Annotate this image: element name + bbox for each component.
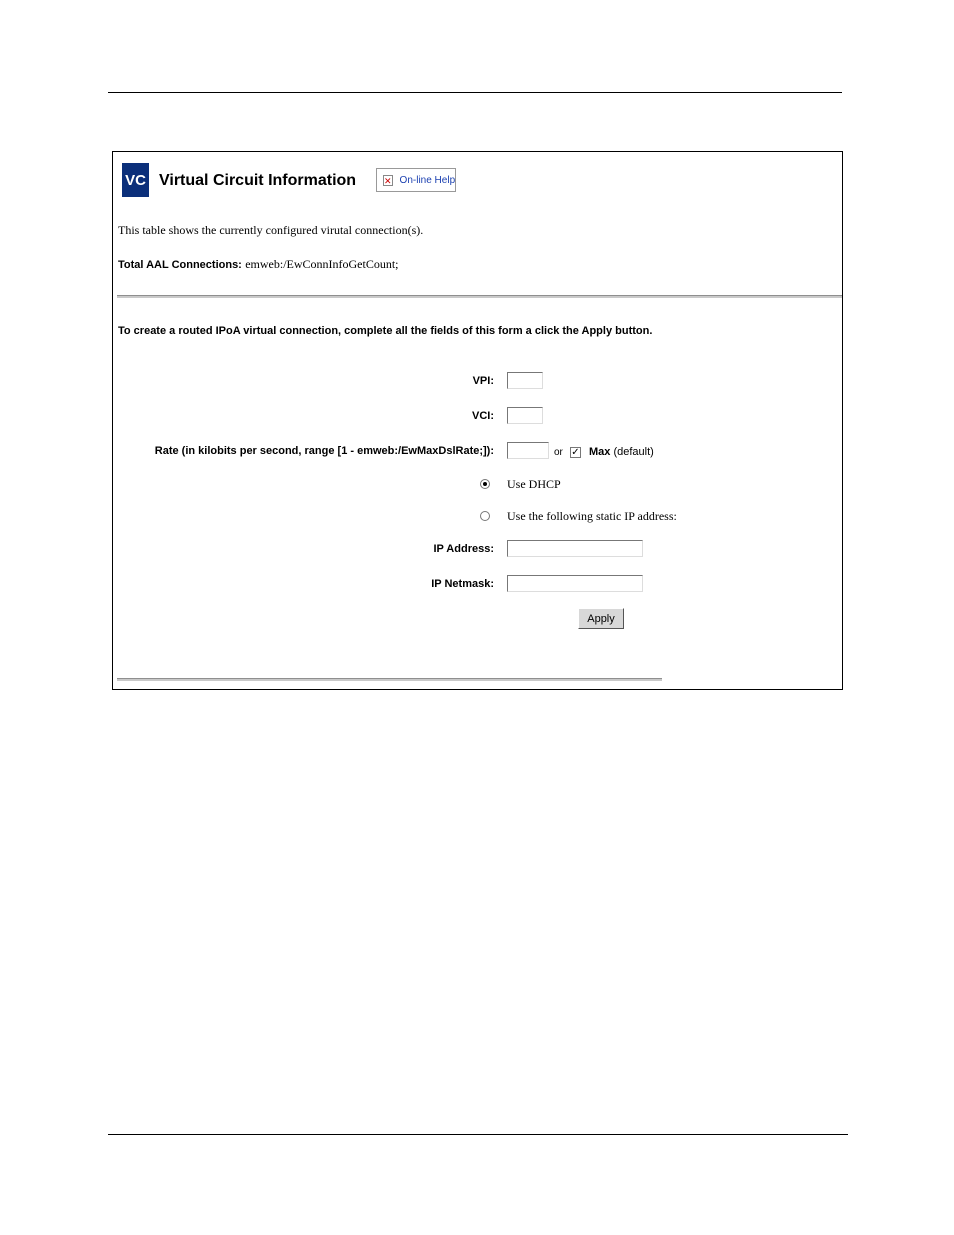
apply-button[interactable]: Apply: [578, 608, 624, 629]
vpi-input[interactable]: [507, 372, 543, 389]
rate-input[interactable]: [507, 442, 549, 459]
ip-netmask-input[interactable]: [507, 575, 643, 592]
page-top-rule: [108, 92, 842, 93]
rate-or-text: or: [554, 447, 563, 458]
section-divider: [117, 295, 842, 298]
page-title: Virtual Circuit Information: [159, 172, 357, 189]
vpi-label: VPI:: [472, 375, 494, 387]
max-default-label: (default): [613, 446, 654, 458]
table-description: This table shows the currently configured virutal connection(s).: [118, 223, 424, 237]
ip-address-label: IP Address:: [433, 543, 494, 555]
virtual-circuit-panel: [112, 151, 843, 690]
use-dhcp-radio[interactable]: [480, 479, 490, 489]
total-connections: [118, 257, 399, 272]
page-bottom-rule: [108, 1134, 848, 1135]
form-instruction: To create a routed IPoA virtual connection, complete all the fields of this form a click the Apply button.: [118, 325, 653, 337]
ip-netmask-label: IP Netmask:: [431, 578, 494, 590]
total-connections-value: emweb:/EwConnInfoGetCount;: [245, 257, 399, 271]
vci-input[interactable]: [507, 407, 543, 424]
online-help-button[interactable]: [376, 168, 456, 192]
bottom-divider: [117, 678, 662, 681]
max-label: Max: [589, 446, 611, 458]
rate-label: Rate (in kilobits per second, range [1 - emweb:/EwMaxDslRate;]):: [154, 445, 494, 457]
use-dhcp-label: Use DHCP: [507, 477, 561, 491]
vci-label: VCI:: [472, 410, 494, 422]
static-ip-label: Use the following static IP address:: [507, 509, 677, 523]
max-rate-label: [589, 446, 654, 458]
total-connections-label: Total AAL Connections:: [118, 259, 242, 271]
max-rate-checkbox[interactable]: ✓: [571, 447, 580, 458]
vc-logo: VC: [122, 163, 149, 197]
help-icon: ✕: [384, 175, 392, 186]
ip-address-input[interactable]: [507, 540, 643, 557]
static-ip-radio[interactable]: [480, 511, 490, 521]
online-help-label: On-line Help: [399, 174, 456, 186]
